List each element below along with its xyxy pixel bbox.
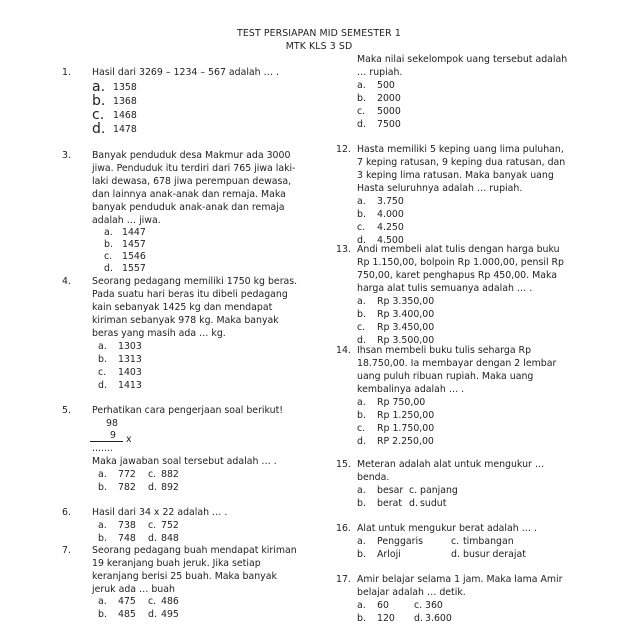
work-mid-number: 9	[110, 430, 116, 441]
question-line: Amir belajar selama 1 jam. Maka lama Amir	[357, 574, 563, 585]
option-letter: c.	[357, 222, 366, 233]
option-letter: a.	[98, 469, 107, 480]
option-letter: b.	[357, 498, 366, 509]
question-number: 12.	[336, 144, 351, 155]
option-text: Rp 3.450,00	[377, 322, 435, 333]
option-letter: b.	[357, 549, 366, 560]
work-dots: .......	[92, 443, 113, 454]
option-text: 1313	[118, 354, 142, 365]
question-line: dan lainnya anak-anak dan remaja. Maka	[92, 189, 286, 200]
option-letter: b.	[357, 93, 366, 104]
page-title: TEST PERSIAPAN MID SEMESTER 1	[237, 28, 401, 39]
option-text: 500	[377, 80, 395, 91]
question-line: beras yang masih ada … kg.	[92, 328, 226, 339]
option-text: 782	[118, 482, 136, 493]
question-line: harga alat tulis semuanya adalah … .	[357, 283, 533, 294]
option-letter: c.	[148, 469, 157, 480]
question-line: Pada suatu hari beras itu dibeli pedagang	[92, 289, 288, 300]
option-letter: b.	[104, 239, 113, 250]
option-text: Rp 3.350,00	[377, 296, 435, 307]
question-line: 3 keping lima ratusan. Maka banyak uang	[357, 170, 554, 181]
option-letter: b.	[357, 410, 366, 421]
question-line: 750,00, karet penghapus Rp 450,00. Maka	[357, 270, 557, 281]
option-text: 1478	[113, 124, 137, 135]
question-number: 15.	[336, 459, 351, 470]
question-line: benda.	[357, 472, 390, 483]
work-underline	[90, 441, 123, 442]
option-text: 3.750	[377, 196, 404, 207]
question-line: Maka jawaban soal tersebut adalah … .	[92, 456, 277, 467]
option-text: timbangan	[463, 536, 514, 547]
option-text: Rp 1.250,00	[377, 410, 435, 421]
option-text: 5000	[377, 106, 401, 117]
option-letter: b.	[357, 309, 366, 320]
option-text: 1413	[118, 380, 142, 391]
option-text: 1447	[122, 227, 146, 238]
question-line: 7 keping ratusan, 9 keping dua ratusan, dan	[357, 157, 566, 168]
question-line: keranjang berisi 25 buah. Maka banyak	[92, 571, 277, 582]
question-line: Maka nilai sekelompok uang tersebut adalah	[357, 54, 568, 65]
question-number: 6.	[62, 507, 71, 518]
question-line: kembalinya adalah … .	[357, 384, 465, 395]
question-line: belajar adalah … detik.	[357, 587, 466, 598]
question-line: Meteran adalah alat untuk mengukur …	[357, 459, 545, 470]
question-line: Hasta seluruhnya adalah … rupiah.	[357, 183, 523, 194]
option-text: 7500	[377, 119, 401, 130]
option-text: panjang	[420, 485, 458, 496]
option-text: 892	[161, 482, 179, 493]
option-letter: c.	[414, 600, 423, 611]
option-text: 1457	[122, 239, 146, 250]
option-text: 4.500	[377, 235, 404, 246]
option-text: Rp 750,00	[377, 397, 426, 408]
question-line: Rp 1.150,00, bolpoin Rp 1.000,00, pensil Rp	[357, 257, 565, 268]
question-stem: Hasil dari 3269 – 1234 – 567 adalah … .	[92, 67, 279, 78]
question-line: laki dewasa, 678 jiwa perempuan dewasa,	[92, 176, 292, 187]
option-letter: a.	[98, 520, 107, 531]
option-letter: a.	[357, 485, 366, 496]
option-letter: c.	[357, 106, 366, 117]
question-line: 18.750,00. Ia membayar dengan 2 lembar	[357, 358, 557, 369]
question-line: uang puluh ribuan rupiah. Maka uang	[357, 371, 534, 382]
question-number: 5.	[62, 405, 71, 416]
option-letter: d.	[451, 549, 460, 560]
option-letter: b.	[98, 533, 107, 544]
option-text: 1358	[113, 82, 137, 93]
option-text: 848	[161, 533, 179, 544]
option-letter: c.	[148, 596, 157, 607]
option-text: 882	[161, 469, 179, 480]
option-text: 120	[377, 613, 395, 624]
option-letter: b.	[98, 609, 107, 620]
option-letter: a.	[98, 596, 107, 607]
question-number: 1.	[62, 67, 71, 78]
option-text: 752	[161, 520, 179, 531]
option-letter: c.	[357, 423, 366, 434]
option-text: Rp 3.400,00	[377, 309, 435, 320]
option-text: 360	[425, 600, 443, 611]
work-top-number: 98	[106, 418, 118, 429]
question-line: Seorang pedagang memiliki 1750 kg beras.	[92, 276, 298, 287]
option-text: 772	[118, 469, 136, 480]
option-letter: c.	[92, 107, 105, 123]
option-text: 1546	[122, 251, 146, 262]
option-letter: d.	[414, 613, 423, 624]
option-text: 485	[118, 609, 136, 620]
option-letter: d.	[357, 436, 366, 447]
option-letter: d.	[148, 609, 157, 620]
option-letter: b.	[357, 613, 366, 624]
question-line: Banyak penduduk desa Makmur ada 3000	[92, 150, 291, 161]
option-text: 1403	[118, 367, 142, 378]
option-text: sudut	[420, 498, 447, 509]
option-text: 495	[161, 609, 179, 620]
question-number: 16.	[336, 523, 351, 534]
option-text: 748	[118, 533, 136, 544]
option-text: RP 2.250,00	[377, 436, 434, 447]
question-line: … rupiah.	[357, 67, 403, 78]
option-letter: a.	[357, 296, 366, 307]
option-text: 4.250	[377, 222, 404, 233]
option-letter: d.	[92, 121, 106, 137]
option-text: berat	[377, 498, 402, 509]
question-line: kiriman sebanyak 978 kg. Maka banyak	[92, 315, 279, 326]
option-text: 738	[118, 520, 136, 531]
option-letter: d.	[357, 119, 366, 130]
option-text: 2000	[377, 93, 401, 104]
option-text: Arloji	[377, 549, 401, 560]
option-letter: c.	[148, 520, 157, 531]
option-letter: b.	[98, 354, 107, 365]
option-letter: a.	[357, 80, 366, 91]
option-text: 1368	[113, 96, 137, 107]
option-letter: d.	[148, 482, 157, 493]
question-line: Ihsan membeli buku tulis seharga Rp	[357, 345, 532, 356]
option-text: 475	[118, 596, 136, 607]
question-number: 4.	[62, 276, 71, 287]
question-line: jeruk ada … buah	[92, 584, 175, 595]
question-line: Seorang pedagang buah mendapat kiriman	[92, 545, 297, 556]
work-operator: x	[126, 434, 132, 445]
question-line: jiwa. Penduduk itu terdiri dari 765 jiwa laki-	[92, 163, 296, 174]
option-text: 486	[161, 596, 179, 607]
question-stem: Perhatikan cara pengerjaan soal berikut!	[92, 405, 284, 416]
option-letter: d.	[104, 263, 113, 274]
question-number: 3.	[62, 150, 71, 161]
option-text: Penggaris	[377, 536, 424, 547]
option-letter: a.	[98, 341, 107, 352]
option-letter: b.	[357, 209, 366, 220]
option-letter: c.	[98, 367, 107, 378]
option-text: 60	[377, 600, 389, 611]
option-letter: c.	[104, 251, 113, 262]
option-letter: a.	[357, 196, 366, 207]
option-text: 1303	[118, 341, 142, 352]
option-letter: a.	[357, 397, 366, 408]
question-stem: Hasil dari 34 x 22 adalah … .	[92, 507, 228, 518]
option-letter: b.	[92, 93, 106, 109]
option-letter: c.	[409, 485, 418, 496]
question-stem: Alat untuk mengukur berat adalah … .	[357, 523, 538, 534]
option-letter: a.	[92, 79, 106, 95]
option-text: Rp 1.750,00	[377, 423, 435, 434]
option-text: 3.600	[425, 613, 452, 624]
option-letter: b.	[98, 482, 107, 493]
option-letter: a.	[357, 536, 366, 547]
option-letter: d.	[98, 380, 107, 391]
question-line: adalah … jiwa.	[92, 215, 161, 226]
option-letter: d.	[409, 498, 418, 509]
question-line: Hasta memiliki 5 keping uang lima puluhan,	[357, 144, 564, 155]
question-line: kain sebanyak 1425 kg dan mendapat	[92, 302, 273, 313]
question-line: banyak penduduk anak-anak dan remaja	[92, 202, 285, 213]
question-line: 19 keranjang buah jeruk. Jika setiap	[92, 558, 261, 569]
option-text: 1557	[122, 263, 146, 274]
option-letter: a.	[104, 227, 113, 238]
option-letter: c.	[451, 536, 460, 547]
question-number: 7.	[62, 545, 71, 556]
question-line: Andi membeli alat tulis dengan harga buku	[357, 244, 560, 255]
option-letter: d.	[148, 533, 157, 544]
option-text: 1468	[113, 110, 137, 121]
option-text: 4.000	[377, 209, 404, 220]
option-letter: c.	[357, 322, 366, 333]
page-subtitle: MTK KLS 3 SD	[285, 41, 353, 52]
option-letter: d.	[357, 235, 366, 246]
option-text: Rp 3.500,00	[377, 335, 435, 346]
option-letter: a.	[357, 600, 366, 611]
option-text: busur derajat	[463, 549, 526, 560]
question-number: 14.	[336, 345, 351, 356]
option-letter: d.	[357, 335, 366, 346]
option-text: besar	[377, 485, 404, 496]
question-number: 17.	[336, 574, 351, 585]
question-number: 13.	[336, 244, 351, 255]
